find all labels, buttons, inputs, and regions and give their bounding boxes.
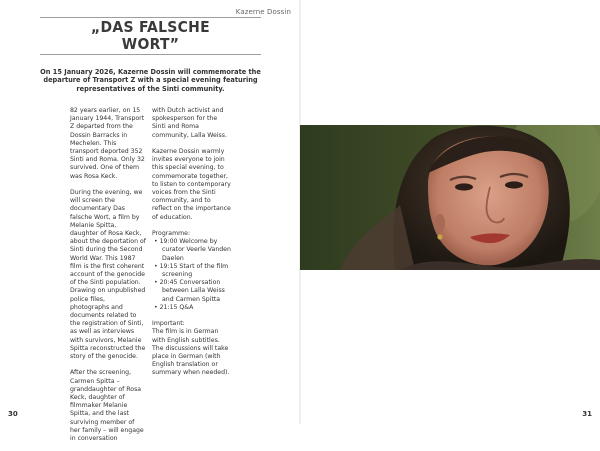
header-label: Kazerne Dossin [235, 8, 291, 16]
paragraph-documentary: During the evening, we will screen the documentary Das falsche Wort, a film by Melanie Spitta, daughter of Rosa Keck, about the deportation of Sinti during the Second World War. This 1987 film is the first coherent account of the genocide of the Sinti population. Drawing on unpublished police files, photographs and documents related to the registration of Sinti, as well as interviews with survivors, Melanie Spitta reconstructed the story of the genocide. [70, 189, 146, 361]
paragraph-conversation: After the screening, Carmen Spitta – granddaughter of Rosa Keck, daughter of filmmaker Melanie Spitta, and the last surviving member of her family – will engage in conversation [70, 369, 144, 443]
important-text: The film is in German with English subtitles. The discussions will take place in German (with English translation or summary when needed). [152, 328, 230, 377]
programme-list [152, 238, 232, 312]
paragraph-continuation: with Dutch activist and spokesperson for the Sinti and Roma community, Lalla Weiss. [152, 107, 227, 139]
paragraph-invitation: Kazerne Dossin warmly invites everyone to join this special evening, to commemorate together, to listen to contemporary voices from the Sinti community, and to reflect on the importance of education. [152, 148, 231, 221]
page-title [40, 19, 261, 53]
left-page [0, 0, 300, 424]
paragraph-transport: 82 years earlier, on 15 January 1944, Transport Z departed from the Dossin Barracks in Mechelen. This transport deported 352 Sinti and Roma. Only 32 survived. One of them was Rosa Keck. [70, 107, 145, 180]
portrait-photo [300, 125, 600, 270]
text-column-1 [70, 107, 146, 451]
important-section [152, 320, 232, 377]
important-heading: Important: [152, 320, 185, 328]
programme-section [152, 230, 232, 312]
page-number-right: 31 [582, 410, 592, 418]
portrait-illustration [300, 125, 600, 270]
programme-item: • 21:15 Q&A [152, 304, 232, 312]
title-rule-bottom [40, 54, 261, 55]
text-column-2 [152, 107, 232, 378]
programme-item: • 19:15 Start of the film screening [152, 263, 232, 279]
page-number-left: 30 [8, 410, 18, 418]
programme-item: • 19:00 Welcome by curator Veerle Vanden Daelen [152, 238, 232, 263]
title-line-1: „DAS FALSCHE [91, 18, 210, 36]
title-line-2: WORT” [121, 35, 180, 53]
programme-heading: Programme: [152, 230, 191, 238]
lead-paragraph: On 15 January 2026, Kazerne Dossin will commemorate the departure of Transport Z with a special evening featuring representatives of the Sinti community. [40, 68, 261, 93]
programme-item: • 20:45 Conversation between Lalla Weiss and Carmen Spitta [152, 279, 232, 304]
